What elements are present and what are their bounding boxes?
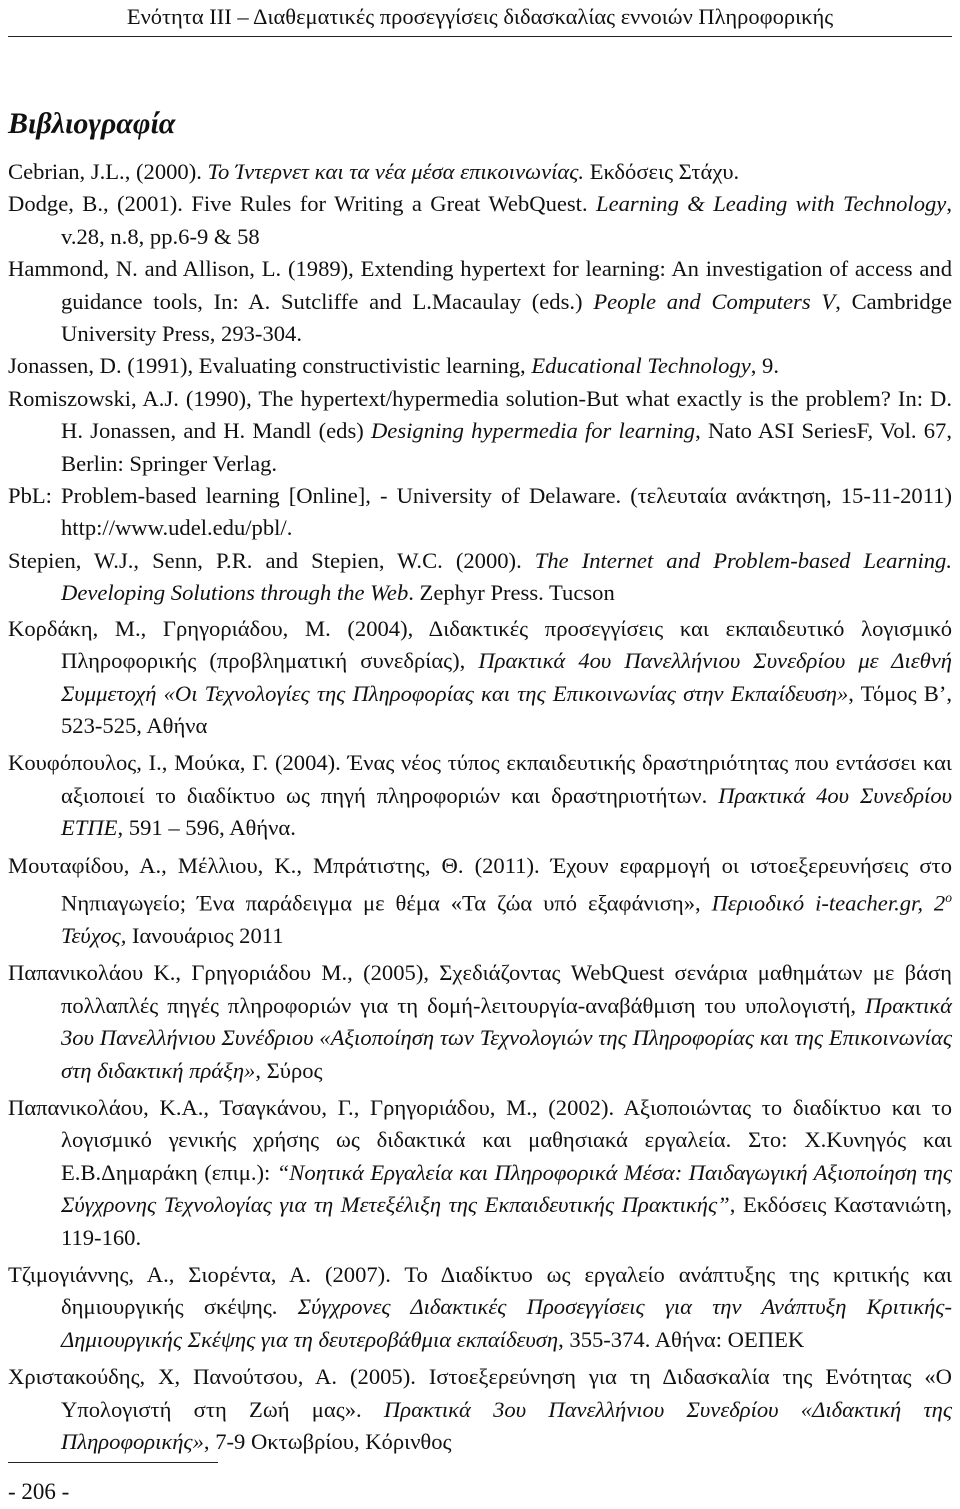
running-header: Ενότητα ΙΙΙ – Διαθεματικές προσεγγίσεις διδασκαλίας εννοιών Πληροφορικής <box>126 4 834 29</box>
entry-title: Πρακτικά 3ου Πανελλήνιου Συνέδριου «Αξιοποίηση των Τεχνολογιών της Πληροφορίας και της Επικοινωνίας στη διδακτική πράξη» <box>61 992 952 1083</box>
entry-text: , 591 – 596, Αθήνα. <box>117 815 296 841</box>
bibliography-entry <box>8 253 952 350</box>
entry-text: Cebrian, J.L., (2000). <box>8 159 208 184</box>
bibliography-entry <box>8 188 952 253</box>
entry-text: Κουφόπουλος, Ι., Μούκα, Γ. (2004). Ένας νέος τύπος εκπαιδευτικής δραστηριότητας που εντάσσει και αξιοποιεί το διαδίκτυο ως πηγή πληροφοριών και δραστηριοτήτων. <box>8 750 952 808</box>
bibliography-entry <box>8 1259 952 1356</box>
entry-text: , 9. <box>750 353 779 379</box>
entry-text: , Cambridge University Press, 293-304. <box>61 288 952 347</box>
entry-title: The Internet and Problem-based Learning. Developing Solutions through the Web <box>61 547 952 606</box>
bibliography-entry <box>8 156 952 188</box>
entry-text: Stepien, W.J., Senn, P.R. and Stepien, W.C. (2000). <box>8 547 535 573</box>
bibliography-list <box>8 156 952 1458</box>
entry-text: Hammond, N. and Allison, L. (1989), Extending hypertext for learning: An investigation of access and guidance tools, In: A. Sutcliffe and L.Macaulay (eds.) <box>8 256 952 314</box>
bibliography-entry <box>8 383 952 480</box>
footer-divider <box>8 1462 218 1463</box>
entry-text: , 355-374. Αθήνα: ΟΕΠΕΚ <box>558 1326 805 1352</box>
entry-text: Jonassen, D. (1991), Evaluating constructivistic learning, <box>8 353 532 379</box>
entry-text: , Σύρος <box>255 1057 323 1083</box>
entry-text: , v.28, n.8, pp.6-9 & 58 <box>61 191 952 249</box>
entry-text: . Zephyr Press. Tucson <box>408 580 615 606</box>
bibliography-entry <box>8 613 952 743</box>
entry-text: , Εκδόσεις Καστανιώτη, 119-160. <box>61 1192 952 1250</box>
bibliography-entry <box>8 350 952 382</box>
section-title: Βιβλιογραφία <box>8 107 176 140</box>
entry-superscript: ο <box>945 889 952 905</box>
entry-text: Παπανικολάου, Κ.Α., Τσαγκάνου, Γ., Γρηγοριάδου, Μ., (2002). Αξιοποιώντας το διαδίκτυο και το λογισμικό γενικής χρήσης ως διδακτικά και μαθησιακά εργαλεία. Στο: Χ.Κυνηγός και Ε.Β.Δημαράκη (επιμ.): <box>8 1094 952 1185</box>
entry-title: Το Ίντερνετ και τα νέα μέσα επικοινωνίας. <box>207 159 585 184</box>
entry-title: Πρακτικά 4ου Συνεδρίου ΕΤΠΕ <box>61 782 952 841</box>
entry-title: Τεύχος, <box>61 922 127 948</box>
entry-text: Μουταφίδου, Α., Μέλλιου, Κ., Μπράτιστης, Θ. (2011). Έχουν εφαρμογή οι ιστοεξερευνήσεις στο Νηπιαγωγείο; Ένα παράδειγμα με θέμα «Τα ζώα υπό εξαφάνιση», <box>8 852 952 916</box>
entry-title: Σύγχρονες Διδακτικές Προσεγγίσεις για την Ανάπτυξη Κριτικής-Δημιουργικής Σκέψης για τη δευτεροβάθμια εκπαίδευση <box>61 1294 952 1352</box>
entry-title: Designing hypermedia for learning <box>370 418 696 444</box>
bibliography-entry <box>8 480 952 545</box>
bibliography-entry <box>8 1361 952 1458</box>
entry-text: Dodge, B., (2001). Five Rules for Writing a Great WebQuest. <box>8 191 597 217</box>
bibliography-entry <box>8 957 952 1087</box>
entry-text: , Nato ASI SeriesF, Vol. 67, Berlin: Springer Verlag. <box>61 418 952 476</box>
entry-title: Περιοδικό i-teacher.gr, 2 <box>711 890 946 916</box>
entry-text: PbL: Problem-based learning [Online], - University of Delaware. (τελευταία ανάκτηση, 15-11-2011) http://www.udel.edu/pbl/. <box>8 483 952 541</box>
entry-text: Ιανουάριος 2011 <box>126 922 284 948</box>
entry-text: , 7-9 Οκτωβρίου, Κόρινθος <box>203 1428 452 1454</box>
entry-title: Learning & Leading with Technology <box>596 191 947 217</box>
entry-title: “Νοητικά Εργαλεία και Πληροφορικά Μέσα: Παιδαγωγική Αξιοποίηση της Σύγχρονης Τεχνολογίας για τη Μετεξέλιξη της Εκπαιδευτικής Πρακτικής” <box>61 1159 952 1218</box>
entry-text: Τζιμογιάννης, Α., Σιορέντα, Α. (2007). Το Διαδίκτυο ως εργαλείο ανάπτυξης της κριτικής και δημιουργικής σκέψης. <box>8 1261 952 1320</box>
bibliography-entry <box>8 850 952 953</box>
entry-title: People and Computers V <box>593 288 836 314</box>
entry-text: , Τόμος Β’, 523-525, Αθήνα <box>61 680 952 738</box>
entry-text: Παπανικολάου Κ., Γρηγοριάδου Μ., (2005), Σχεδιάζοντας WebQuest σενάρια μαθημάτων με βάση πολλαπλές πηγές πληροφοριών για τη δομή-λειτουργία-αναβάθμιση του υπολογιστή, <box>8 960 952 1018</box>
entry-text: Κορδάκη, Μ., Γρηγοριάδου, Μ. (2004), Διδακτικές προσεγγίσεις και εκπαιδευτικό λογισμικό Πληροφορικής (προβληματική συνεδρίας), <box>8 615 952 674</box>
entry-text: Χριστακούδης, Χ, Πανούτσου, Α. (2005). Ιστοεξερεύνηση για τη Διδασκαλία της Ενότητας «Ο Υπολογιστή στη Ζωή μας». <box>8 1364 952 1422</box>
bibliography-entry <box>8 747 952 844</box>
entry-title: Educational Technology <box>531 353 751 379</box>
header-divider <box>8 36 952 37</box>
page-number: - 206 - <box>8 1479 70 1504</box>
bibliography-entry <box>8 1092 952 1254</box>
bibliography-entry <box>8 545 952 610</box>
entry-text: Romiszowski, A.J. (1990), The hypertext/hypermedia solution-But what exactly is the problem? In: D. H. Jonassen, and H. Mandl (eds) <box>8 385 952 444</box>
entry-title: Πρακτικά 4ου Πανελλήνιου Συνεδρίου με Διεθνή Συμμετοχή «Οι Τεχνολογίες της Πληροφορίας και της Επικοινωνίας στην Εκπαίδευση» <box>61 648 952 706</box>
entry-text: Εκδόσεις Στάχυ. <box>584 159 740 184</box>
entry-title: Πρακτικά 3ου Πανελλήνιου Συνεδρίου «Διδακτική της Πληροφορικής» <box>61 1396 952 1454</box>
